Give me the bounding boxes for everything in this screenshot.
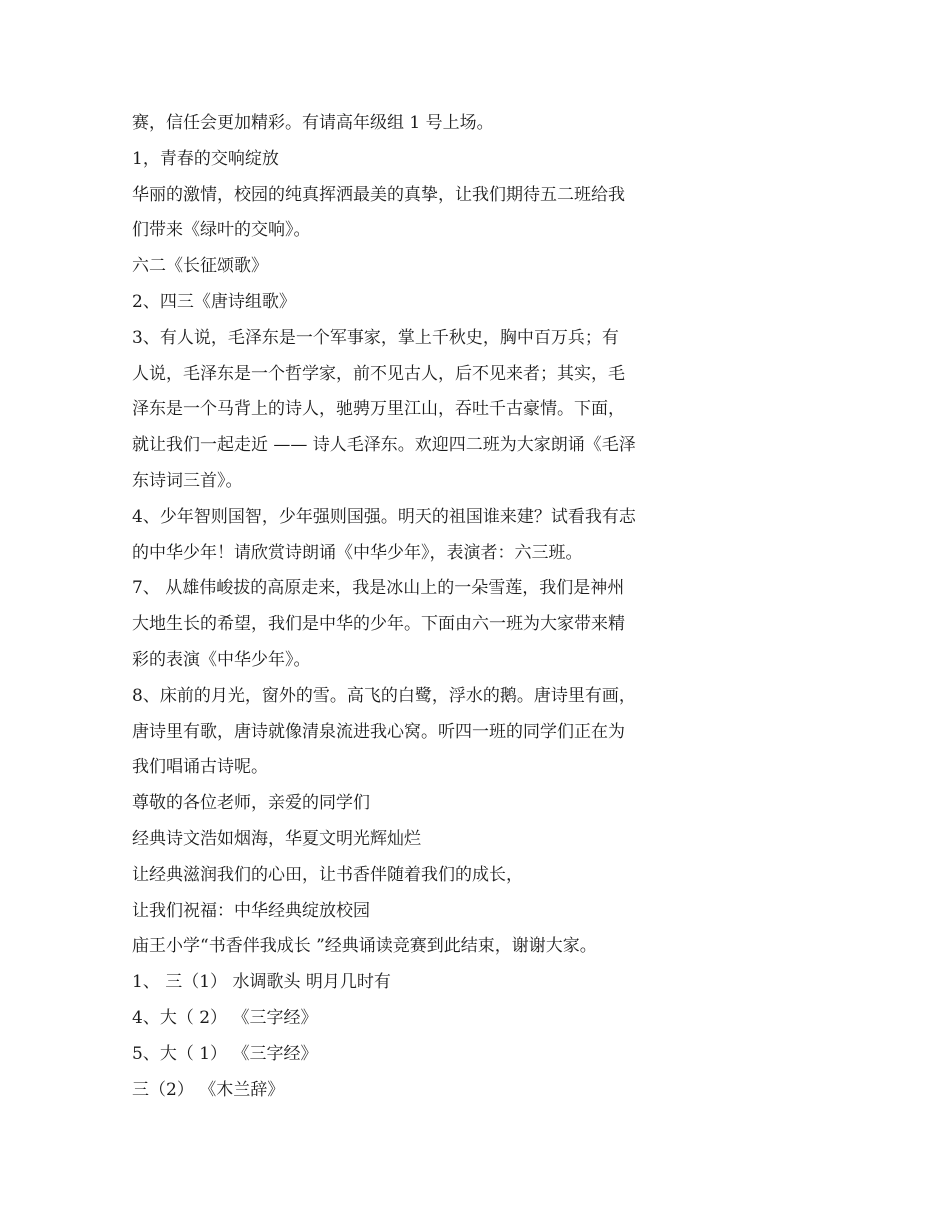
text-line: 8、床前的月光，窗外的雪。高飞的白鹭，浮水的鹅。唐诗里有画，	[132, 685, 636, 706]
text-line: 让经典滋润我们的心田，让书香伴随着我们的成长，	[132, 864, 523, 885]
text-line: 六二《长征颂歌》	[132, 256, 268, 277]
text-line: 东诗词三首》。	[132, 470, 243, 491]
text-line: 泽东是一个马背上的诗人，驰骋万里江山，吞吐千古豪情。下面，	[132, 399, 625, 420]
text-line: 的中华少年！请欣赏诗朗诵《中华少年》，表演者：六三班。	[132, 542, 583, 563]
text-line: 经典诗文浩如烟海，华夏文明光辉灿烂	[132, 828, 421, 849]
text-line: 尊敬的各位老师，亲爱的同学们	[132, 793, 370, 814]
text-line: 7、 从雄伟峻拔的高原走来，我是冰山上的一朵雪莲，我们是神州	[132, 578, 625, 599]
text-line: 赛，信任会更加精彩。有请高年级组 1 号上场。	[132, 113, 494, 133]
text-line: 人说，毛泽东是一个哲学家，前不见古人，后不见来者；其实，毛	[132, 363, 625, 384]
text-line: 4、少年智则国智，少年强则国强。明天的祖国谁来建？试看我有志	[132, 506, 636, 527]
document-body	[132, 106, 692, 1108]
text-line: 5、大（ 1） 《三字经》	[132, 1043, 318, 1064]
text-line: 大地生长的希望，我们是中华的少年。下面由六一班为大家带来精	[132, 614, 625, 635]
text-line: 三（2） 《木兰辞》	[132, 1079, 285, 1100]
text-line: 唐诗里有歌，唐诗就像清泉流进我心窝。听四一班的同学们正在为	[132, 721, 625, 742]
text-line: 让我们祝福：中华经典绽放校园	[132, 900, 370, 921]
text-line: 庙王小学“书香伴我成长 ”经典诵读竞赛到此结束，谢谢大家。	[132, 936, 597, 957]
text-line: 3、有人说，毛泽东是一个军事家，掌上千秋史，胸中百万兵；有	[132, 327, 619, 348]
text-line: 2、四三《唐诗组歌》	[132, 291, 296, 312]
text-line: 华丽的激情，校园的纯真挥洒最美的真挚，让我们期待五二班给我	[132, 184, 625, 205]
text-line: 就让我们一起走近 —— 诗人毛泽东。欢迎四二班为大家朗诵《毛泽	[132, 435, 636, 456]
text-line: 4、大（ 2） 《三字经》	[132, 1007, 318, 1028]
text-line: 我们唱诵古诗呢。	[132, 757, 268, 778]
text-line: 1，青春的交响绽放	[132, 148, 279, 169]
text-line: 彩的表演《中华少年》。	[132, 649, 311, 670]
text-line: 1、 三（1） 水调歌头 明月几时有	[132, 972, 391, 993]
text-line: 们带来《绿叶的交响》。	[132, 220, 311, 241]
